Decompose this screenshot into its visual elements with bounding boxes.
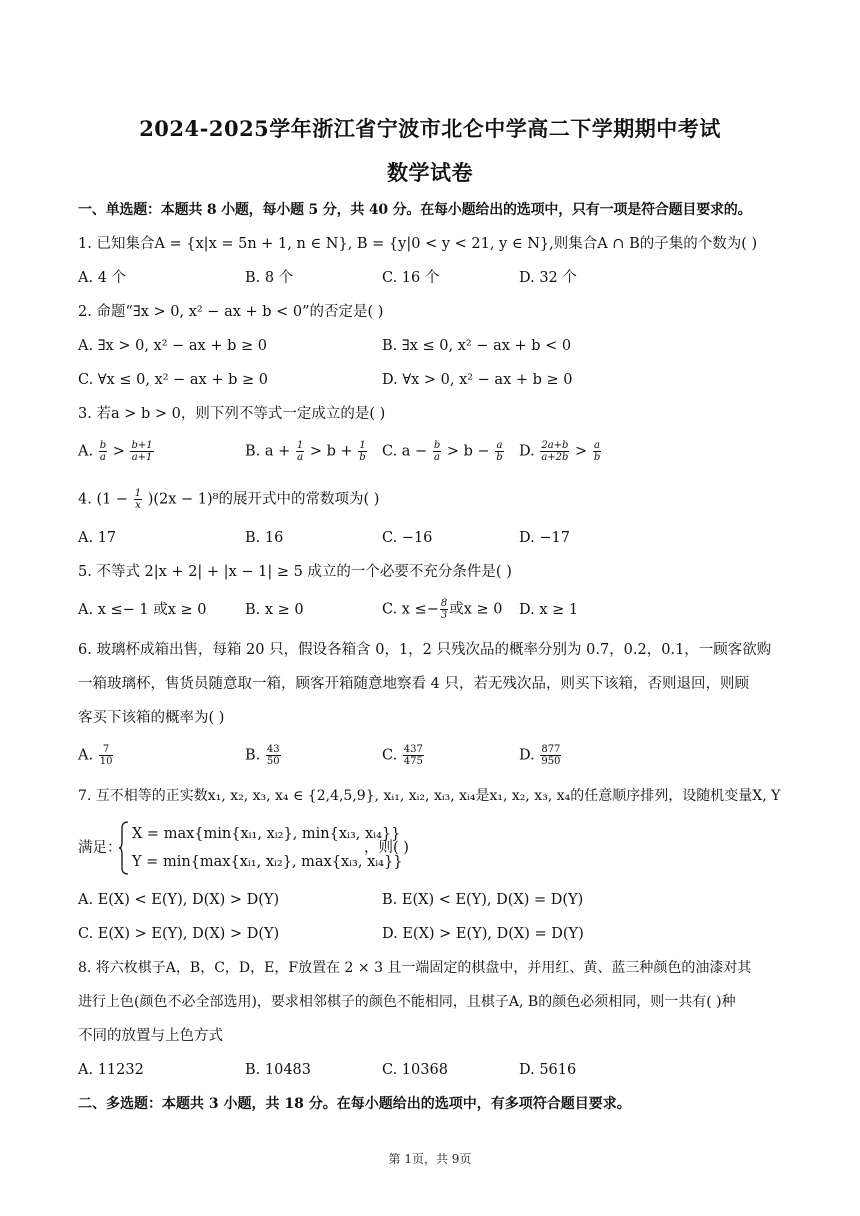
q7-option-b: B. E(X) < E(Y), D(X) = D(Y) <box>382 892 584 908</box>
fraction <box>540 744 561 767</box>
q6-b-prefix: B. <box>245 747 261 764</box>
denominator: b <box>496 452 503 463</box>
section1-heading: 一、单选题：本题共 8 小题，每小题 5 分，共 40 分。在每小题给出的选项中，只有一项是符合题目要求的。 <box>78 202 752 218</box>
q3-b-prefix: B. a + <box>245 443 291 460</box>
q1-option-a: A. 4 个 <box>78 270 127 286</box>
q3-d-prefix: D. <box>519 443 535 460</box>
denominator: a+2b <box>541 452 569 463</box>
q5-c-suffix: 或x ≥ 0 <box>449 601 503 618</box>
denominator: 10 <box>99 756 113 767</box>
q2-option-a: A. ∃x > 0, x² − ax + b ≥ 0 <box>78 338 267 354</box>
denominator: 950 <box>541 756 561 767</box>
q5-option-c <box>382 598 503 621</box>
q3-stem: 3. 若a > b > 0，则下列不等式一定成立的是( ) <box>78 406 386 422</box>
q3-a-prefix: A. <box>78 443 94 460</box>
q6-option-b <box>245 744 282 767</box>
q1-option-b: B. 8 个 <box>245 270 294 286</box>
q5-option-d: D. x ≥ 1 <box>519 602 579 618</box>
fraction <box>99 744 114 767</box>
q6-a-prefix: A. <box>78 747 94 764</box>
q3-c-prefix: C. a − <box>382 443 428 460</box>
q5-c-prefix: C. x ≤− <box>382 601 439 618</box>
fraction <box>495 440 503 463</box>
q6-c-prefix: C. <box>382 747 398 764</box>
fraction <box>99 440 107 463</box>
denominator: a <box>297 452 304 463</box>
q6-option-c <box>382 744 425 767</box>
numerator: 1 <box>359 440 366 451</box>
q4-stem <box>78 488 798 511</box>
q3-option-d <box>519 440 602 463</box>
q2-option-d: D. ∀x > 0, x² − ax + b ≥ 0 <box>382 372 573 388</box>
q4-stem-suffix: )(2x − 1)⁸的展开式中的常数项为( ) <box>147 491 380 508</box>
numerator: a <box>594 440 600 451</box>
fraction <box>593 440 601 463</box>
q8-line-1: 8. 将六枚棋子A，B，C，D，E，F放置在 2 × 3 且一端固定的棋盘中，并用红、黄、蓝三种颜色的油漆对其 <box>78 960 752 976</box>
q3-d-mid: > <box>575 443 588 460</box>
q6-option-d <box>519 744 562 767</box>
fraction <box>540 440 569 463</box>
q7-option-a: A. E(X) < E(Y), D(X) > D(Y) <box>78 892 280 908</box>
q3-b-mid: > b + <box>309 443 353 460</box>
denominator: a <box>99 452 106 463</box>
q8-option-b: B. 10483 <box>245 1062 312 1078</box>
q4-option-a: A. 17 <box>78 530 117 546</box>
q4-option-d: D. −17 <box>519 530 570 546</box>
denominator: x <box>135 500 141 511</box>
left-brace-icon <box>118 820 130 876</box>
denominator: 3 <box>440 610 448 621</box>
numerator: 8 <box>440 598 448 609</box>
fraction <box>266 744 281 767</box>
q3-option-b <box>245 440 368 463</box>
fraction <box>440 598 448 621</box>
denominator: a <box>434 452 440 463</box>
denominator: b <box>593 452 601 463</box>
numerator: 1 <box>134 488 142 499</box>
q5-option-a: A. x ≤− 1 或x ≥ 0 <box>78 602 207 618</box>
q1-option-d: D. 32 个 <box>519 270 577 286</box>
page-footer: 第 1页，共 9页 <box>388 1152 472 1166</box>
fraction <box>130 440 153 463</box>
q4-option-c: C. −16 <box>382 530 433 546</box>
denominator: b <box>359 452 366 463</box>
denominator: 475 <box>403 756 423 767</box>
q1-stem: 1. 已知集合A = {x|x = 5n + 1, n ∈ N}, B = {y|0 < y < 21, y ∈ N},则集合A ∩ B的子集的个数为( ) <box>78 236 758 252</box>
numerator: 437 <box>403 744 423 755</box>
q7-line-1: 7. 互不相等的正实数x₁, x₂, x₃, x₄ ∈ {2,4,5,9}, xᵢ₁, xᵢ₂, xᵢ₃, xᵢ₄是x₁, x₂, x₃, x₄的任意顺序排列，设随机变量X, Y <box>78 788 781 804</box>
q8-option-a: A. 11232 <box>78 1062 144 1078</box>
q8-line-3: 不同的放置与上色方式 <box>78 1028 223 1044</box>
q6-line-1: 6. 玻璃杯成箱出售，每箱 20 只，假设各箱含 0，1，2 只残次品的概率分别为 0.7，0.2，0.1，一顾客欲购 <box>78 642 772 658</box>
q2-stem: 2. 命题“∃x > 0, x² − ax + b < 0”的否定是( ) <box>78 304 384 320</box>
q7-condition-label: 满足： <box>78 840 122 856</box>
exam-subtitle: 数学试卷 <box>387 160 473 185</box>
q1-option-c: C. 16 个 <box>382 270 440 286</box>
fraction <box>433 440 441 463</box>
numerator: b <box>433 440 441 451</box>
numerator: 1 <box>296 440 304 451</box>
numerator: 43 <box>266 744 280 755</box>
fraction <box>403 744 424 767</box>
q3-a-mid: > <box>112 443 125 460</box>
q5-stem: 5. 不等式 2|x + 2| + |x − 1| ≥ 5 成立的一个必要不充分条件是( ) <box>78 564 512 580</box>
q4-option-b: B. 16 <box>245 530 284 546</box>
fraction <box>358 440 366 463</box>
q3-c-mid: > b − <box>446 443 490 460</box>
q7-option-d: D. E(X) > E(Y), D(X) = D(Y) <box>382 926 584 942</box>
q8-line-2: 进行上色(颜色不必全部选用)，要求相邻棋子的颜色不能相同，且棋子A, B的颜色必须相同，则一共有( )种 <box>78 994 736 1010</box>
numerator: 877 <box>541 744 561 755</box>
denominator: 50 <box>266 756 280 767</box>
q2-option-b: B. ∃x ≤ 0, x² − ax + b < 0 <box>382 338 572 354</box>
q7-option-c: C. E(X) > E(Y), D(X) > D(Y) <box>78 926 280 942</box>
q6-option-a <box>78 744 114 767</box>
q7-condition-y: Y = min{max{xᵢ₁, xᵢ₂}, max{xᵢ₃, xᵢ₄}} <box>132 854 403 870</box>
numerator: b <box>99 440 107 451</box>
fraction <box>134 488 142 511</box>
numerator: a <box>496 440 503 451</box>
q6-line-3: 客买下该箱的概率为( ) <box>78 710 225 726</box>
q3-option-a <box>78 440 155 463</box>
q6-line-2: 一箱玻璃杯，售货员随意取一箱，顾客开箱随意地察看 4 只，若无残次品，则买下该箱，否则退回，则顾 <box>78 676 749 692</box>
q8-option-c: C. 10368 <box>382 1062 448 1078</box>
q2-option-c: C. ∀x ≤ 0, x² − ax + b ≥ 0 <box>78 372 268 388</box>
denominator: a+1 <box>131 452 153 463</box>
fraction <box>296 440 304 463</box>
exam-title: 2024-2025学年浙江省宁波市北仑中学高二下学期期中考试 <box>139 116 721 141</box>
numerator: 7 <box>99 744 114 756</box>
q5-option-b: B. x ≥ 0 <box>245 602 304 618</box>
section2-heading: 二、多选题：本题共 3 小题，共 18 分。在每小题给出的选项中，有多项符合题目要求。 <box>78 1096 631 1112</box>
q3-option-c <box>382 440 505 463</box>
numerator: 2a+b <box>541 440 569 451</box>
q7-condition-x: X = max{min{xᵢ₁, xᵢ₂}, min{xᵢ₃, xᵢ₄}} <box>132 826 401 842</box>
numerator: b+1 <box>131 440 153 451</box>
q7-condition-suffix: ，则( ) <box>364 840 409 856</box>
q6-d-prefix: D. <box>519 747 535 764</box>
q8-option-d: D. 5616 <box>519 1062 577 1078</box>
q4-stem-prefix: 4. (1 − <box>78 491 129 508</box>
